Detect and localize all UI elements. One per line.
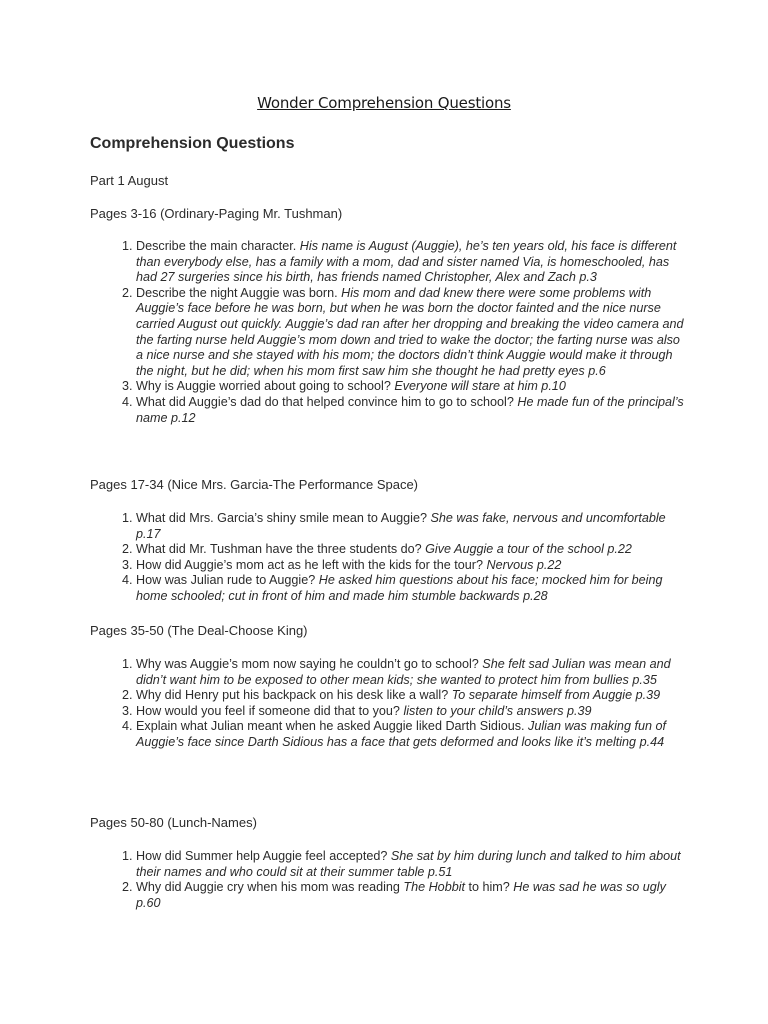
answer-text: To separate himself from Auggie p.39 xyxy=(451,688,661,703)
section-heading: Comprehension Questions xyxy=(90,135,295,152)
question-item xyxy=(136,880,686,911)
question-text: Why did Henry put his backpack on his desk like a wall? xyxy=(136,688,452,703)
question-list-section-3 xyxy=(90,657,686,751)
question-list-section-1 xyxy=(90,239,686,426)
question-item xyxy=(136,657,686,688)
question-item xyxy=(136,542,686,558)
part-label: Part 1 August xyxy=(90,173,169,188)
question-list-section-4 xyxy=(90,849,686,911)
question-item xyxy=(136,239,686,286)
question-item xyxy=(136,558,686,574)
answer-text: Give Auggie a tour of the school p.22 xyxy=(425,542,632,557)
question-item xyxy=(136,704,686,720)
answer-text: She was fake, nervous and uncomfortable p.17 xyxy=(136,511,666,541)
question-item xyxy=(136,719,686,750)
question-text: Why was Auggie’s mom now saying he couldn’t go to school? xyxy=(136,657,483,671)
question-item xyxy=(136,511,686,542)
question-text: How did Auggie’s mom act as he left with the kids for the tour? xyxy=(136,557,487,572)
question-item xyxy=(136,379,686,395)
question-item xyxy=(136,395,686,426)
section-label-pages-50-80: Pages 50-80 (Lunch-Names) xyxy=(90,815,257,830)
question-item xyxy=(136,688,686,704)
question-item xyxy=(136,573,686,604)
question-text: How did Summer help Auggie feel accepted? xyxy=(136,849,391,863)
answer-text: His name is August (Auggie), he’s ten years old, his face is different than everybody else, has a family with a mom, dad and sister named Via, is homeschooled, has had 27 surgeries since his birth, has friends named Christopher, Alex and Zach p.3 xyxy=(136,239,677,285)
question-text: How was Julian rude to Auggie? xyxy=(136,573,319,588)
question-text-end: to him? xyxy=(465,880,514,895)
section-label-pages-3-16: Pages 3-16 (Ordinary-Paging Mr. Tushman) xyxy=(90,206,343,221)
book-title: The Hobbit xyxy=(403,880,465,895)
answer-text: Everyone will stare at him p.10 xyxy=(394,379,566,394)
question-text: What did Mrs. Garcia’s shiny smile mean to Auggie? xyxy=(136,511,431,525)
question-text: How would you feel if someone did that to you? xyxy=(136,703,404,718)
question-text: Why is Auggie worried about going to school? xyxy=(136,379,395,394)
answer-text: listen to your child’s answers p.39 xyxy=(403,703,592,718)
question-text: Why did Auggie cry when his mom was reading xyxy=(136,880,404,895)
question-item xyxy=(136,286,686,380)
section-label-pages-17-34: Pages 17-34 (Nice Mrs. Garcia-The Performance Space) xyxy=(90,477,419,492)
document-title: Wonder Comprehension Questions xyxy=(257,94,511,112)
section-label-pages-35-50: Pages 35-50 (The Deal-Choose King) xyxy=(90,623,308,638)
question-text: What did Auggie’s dad do that helped convince him to go to school? xyxy=(136,394,518,409)
question-text: Describe the main character. xyxy=(136,239,300,253)
answer-text: He asked him questions about his face; mocked him for being home schooled; cut in front of him and made him stumble backwards p.28 xyxy=(136,573,663,603)
answer-text: He was sad he was so ugly p.60 xyxy=(136,880,666,910)
question-text: Explain what Julian meant when he asked Auggie liked Darth Sidious. xyxy=(136,719,529,734)
answer-text: Nervous p.22 xyxy=(486,557,562,572)
answer-text: Julian was making fun of Auggie’s face since Darth Sidious has a face that gets deformed and looks like it’s melting p.44 xyxy=(136,719,666,749)
question-item xyxy=(136,849,686,880)
answer-text: He made fun of the principal’s name p.12 xyxy=(136,394,684,425)
answer-text: She sat by him during lunch and talked to him about their names and who could sit at their summer table p.51 xyxy=(136,849,681,879)
question-text: Describe the night Auggie was born. xyxy=(136,285,342,300)
answer-text: His mom and dad knew there were some problems with Auggie’s face before he was born, but when he was born the doctor fainted and the nice nurse carried August out quickly. Auggie’s dad ran after her dropping and breaking the video camera and the farting nurse held Auggie’s mom down and tried to wake the doctor; the farting nurse was also a nice nurse and she stayed with his mom; the doctors didn’t think Auggie would make it through the night, but he did; when his mom first saw him she thought he had pretty eyes p.6 xyxy=(136,285,684,378)
question-list-section-2 xyxy=(90,511,686,605)
answer-text: She felt sad Julian was mean and didn’t want him to be exposed to other mean kids; she wanted to protect him from bullies p.35 xyxy=(136,657,671,687)
question-text: What did Mr. Tushman have the three students do? xyxy=(136,542,426,557)
